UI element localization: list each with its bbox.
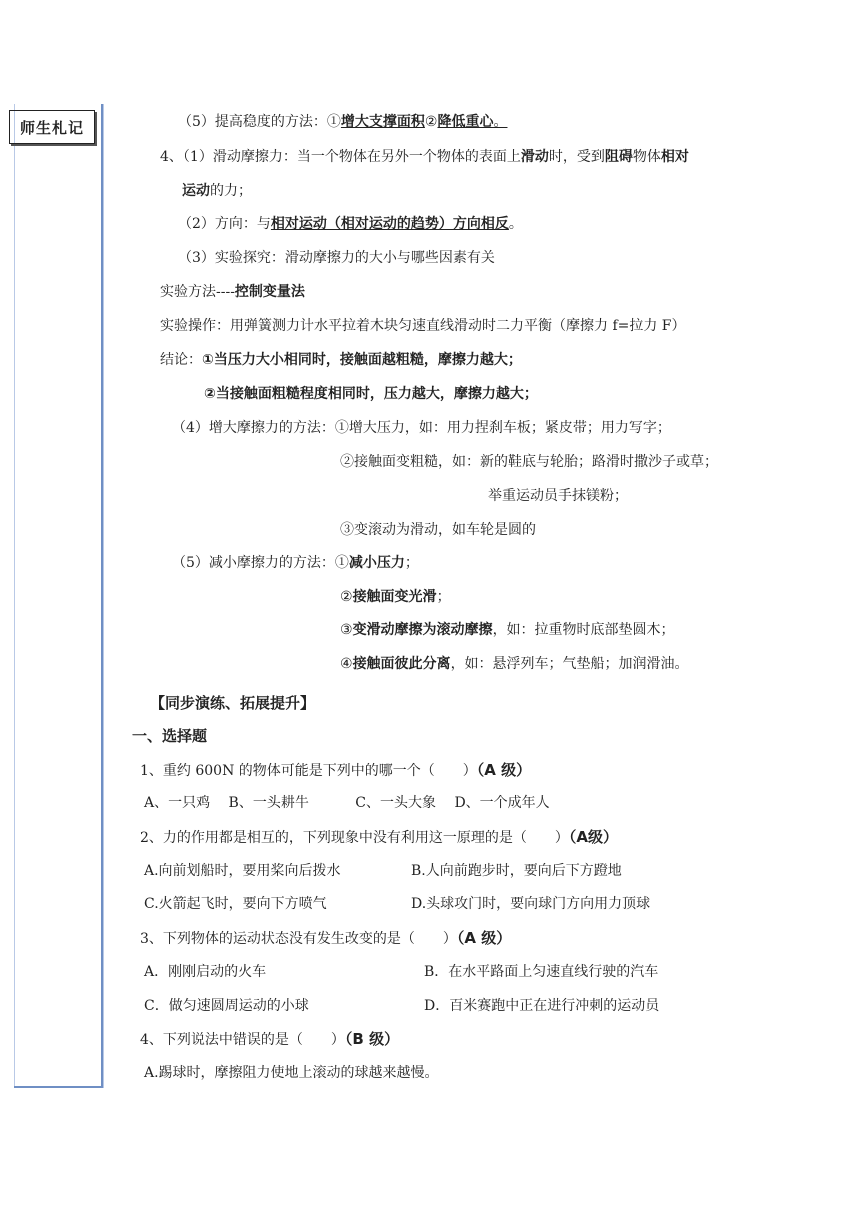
question-2-option-c: C.火箭起飞时，要向下方喷气 [144,896,327,912]
key-term: 变滑动摩擦为滚动摩擦 [352,622,493,638]
line-sliding-friction [160,147,689,167]
key-term: 增大支撑面积 [340,114,425,130]
text: 。 [493,114,508,130]
line-increase-friction: （4）增大摩擦力的方法：①增大压力，如：用力捏刹车板；紧皮带；用力写字； [172,420,671,436]
key-term: 运动 [182,183,210,199]
text: 实验方法---- [160,284,235,300]
question-2-option-a: A.向前划船时，要用桨向后拨水 [144,863,341,879]
text: 。 [508,216,523,232]
margin-divider-line [101,104,103,1088]
text: ② [424,114,438,130]
text: （5）减小摩擦力的方法：① [172,555,349,571]
line-increase-friction-4: ③变滚动为滑动，如车轮是圆的 [340,522,536,538]
level-badge: （B 级） [344,1030,400,1048]
section-subheading: 一、选择题 [132,727,208,745]
question-3 [140,928,511,949]
line-stability [178,112,507,132]
line-reduce-friction-4 [340,654,689,674]
text: 的力； [210,183,252,199]
text: （5）提高稳度的方法：① [178,114,341,130]
question-1-options: A、一只鸡 B、一头耕牛 C、一头大象 D、一个成年人 [144,795,550,811]
text: ； [436,589,451,605]
line-sliding-friction-cont [182,181,252,201]
key-term: 降低重心 [437,114,494,130]
key-term: 接触面彼此分离 [352,656,451,672]
question-4 [140,1029,399,1050]
level-badge: （A 级） [456,929,512,947]
text: 物体 [632,149,661,165]
text: 时，受到 [548,149,605,165]
question-3-option-d: D．百米赛跑中正在进行冲刺的运动员 [424,998,660,1014]
key-term: 减小压力 [348,555,405,571]
text: 结论： [160,352,202,368]
question-1 [140,760,531,781]
question-2 [140,827,618,848]
key-term: 相对 [660,149,689,165]
line-direction [178,214,523,234]
notes-label-box [9,110,95,144]
text: ，如：悬浮列车；气垫船；加润滑油。 [450,656,689,672]
question-text: 1、重约 600N 的物体可能是下列中的哪一个（ ） [140,763,477,779]
question-2-option-b: B.人向前跑步时，要向后下方蹬地 [411,863,622,879]
section-heading: 【同步演练、拓展提升】 [150,694,316,712]
text: ； [404,555,419,571]
margin-left-line [14,104,15,1086]
key-term: 阻碍 [604,149,633,165]
margin-bottom-line [14,1086,102,1088]
line-operation: 实验操作：用弹簧测力计水平拉着木块匀速直线滑动时二力平衡（摩擦力 f=拉力 F） [160,318,686,334]
level-badge: （A级） [568,828,619,846]
text: ③ [340,622,353,638]
line-reduce-friction [172,553,419,573]
text: 4、（1）滑动摩擦力：当一个物体在另外一个物体的表面上 [160,149,521,165]
key-term: ①当压力大小相同时，接触面越粗糙，摩擦力越大； [202,352,522,368]
key-term: 相对运动（相对运动的趋势）方向相反 [270,216,509,232]
key-term: 滑动 [520,149,549,165]
key-term: 接触面变光滑 [352,589,437,605]
line-conclusion-1 [160,350,522,370]
text: ④ [340,656,353,672]
key-term: 控制变量法 [234,284,305,300]
question-text: 2、力的作用都是相互的，下列现象中没有利用这一原理的是（ ） [140,830,569,846]
question-4-option-a: A.踢球时，摩擦阻力使地上滚动的球越来越慢。 [144,1065,439,1081]
text: （2）方向：与 [178,216,271,232]
notes-label: 师生札记 [19,118,84,137]
line-reduce-friction-2 [340,587,451,607]
text: ② [340,589,353,605]
question-text: 3、下列物体的运动状态没有发生改变的是（ ） [140,931,457,947]
question-text: 4、下列说法中错误的是（ ） [140,1032,345,1048]
line-reduce-friction-3 [340,620,675,640]
line-method [160,282,305,302]
level-badge: （A 级） [476,761,532,779]
question-2-option-d: D.头球攻门时，要向球门方向用力顶球 [411,896,651,912]
question-3-option-b: B．在水平路面上匀速直线行驶的汽车 [424,964,659,980]
text: ，如：拉重物时底部垫圆木； [492,622,675,638]
line-increase-friction-2: ②接触面变粗糙，如：新的鞋底与轮胎；路滑时撒沙子或草； [340,454,718,470]
line-conclusion-2: ②当接触面粗糙程度相同时，压力越大，摩擦力越大； [204,386,538,402]
question-3-option-c: C．做匀速圆周运动的小球 [144,998,309,1014]
line-increase-friction-3: 举重运动员手抹镁粉； [488,488,628,504]
line-experiment: （3）实验探究：滑动摩擦力的大小与哪些因素有关 [178,250,495,266]
question-3-option-a: A．刚刚启动的火车 [144,964,267,980]
